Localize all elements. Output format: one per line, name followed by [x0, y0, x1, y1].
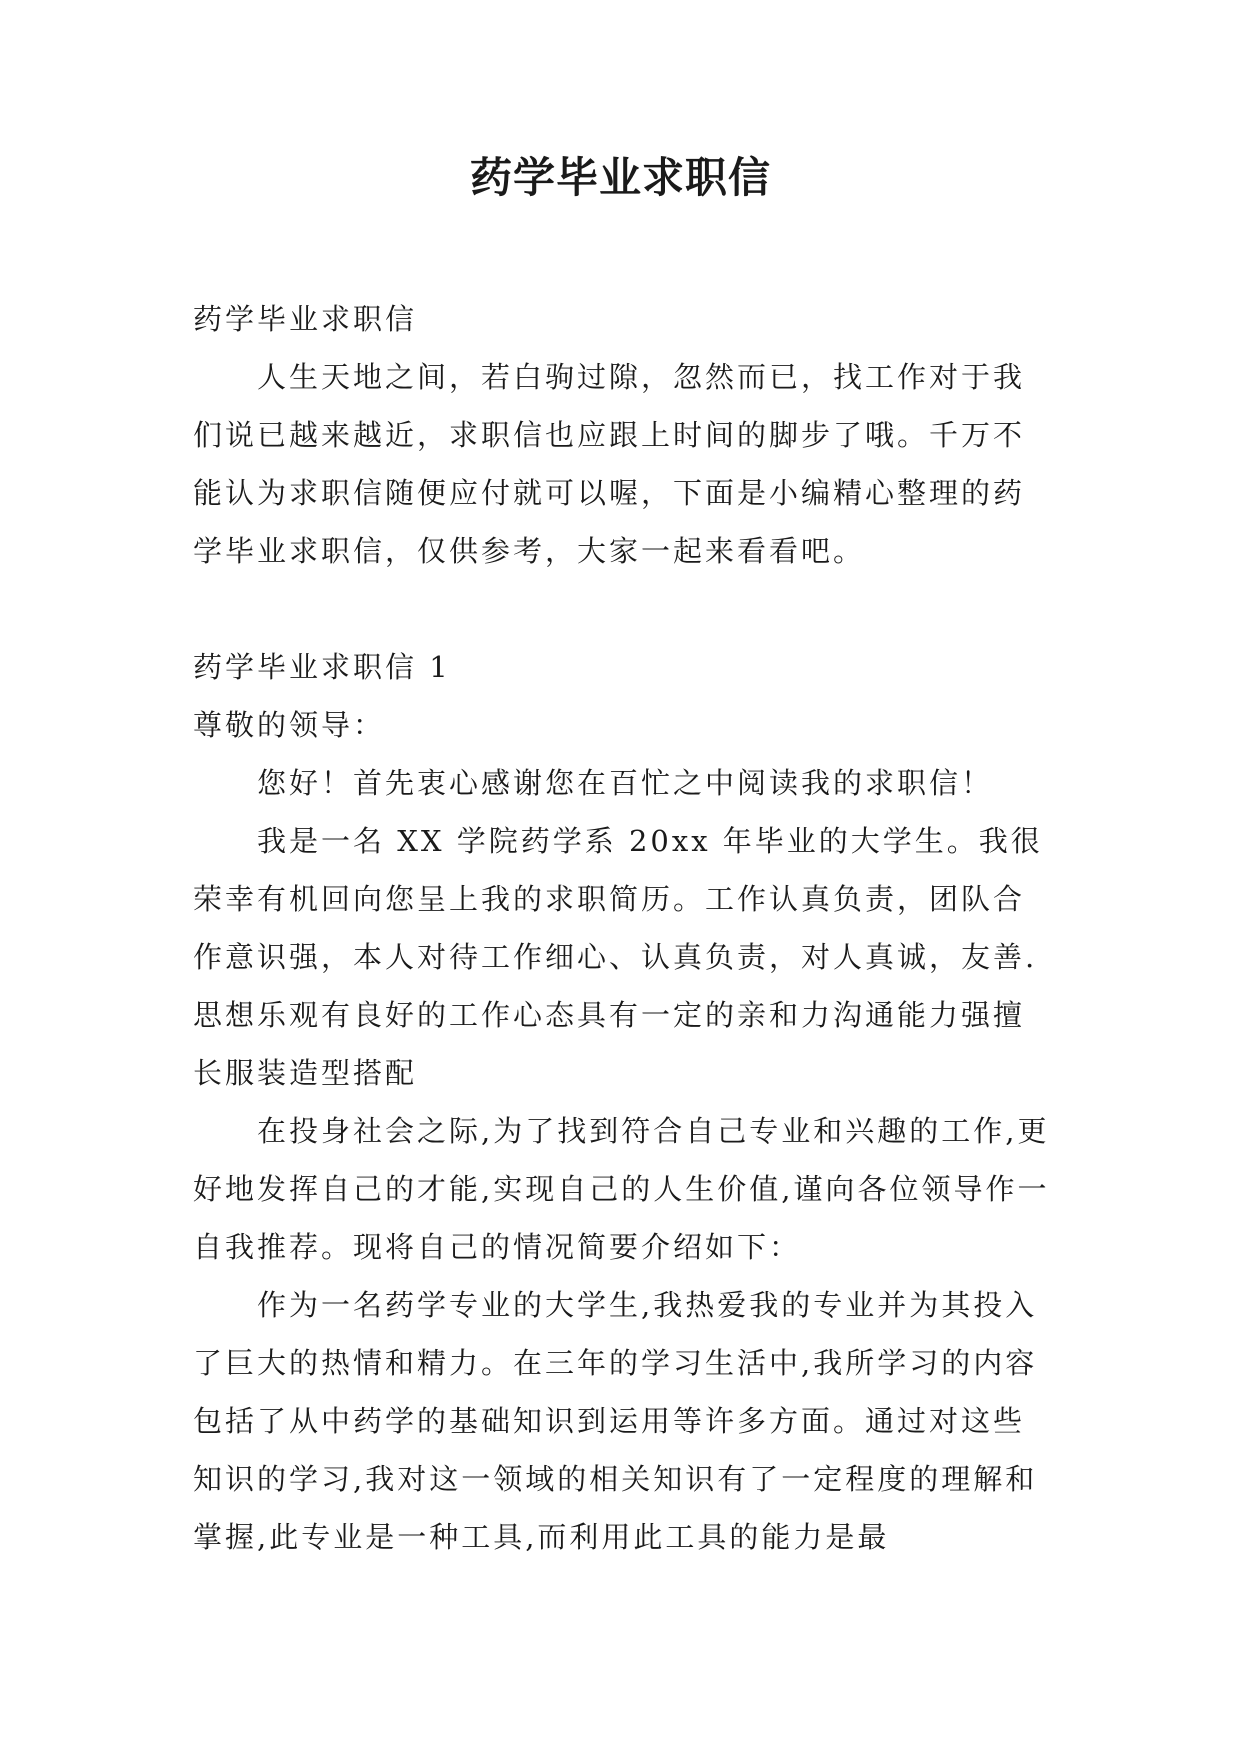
letter-paragraph: 作为一名药学专业的大学生,我热爱我的专业并为其投入了巨大的热情和精力。在三年的学习生活中,我所学习的内容包括了从中药学的基础知识到运用等许多方面。通过对这些知识的学习,我对这一领域的相关知识有了一定程度的理解和掌握,此专业是一种工具,而利用此工具的能力是最: [193, 1288, 1038, 1554]
letter-paragraph: 我是一名 XX 学院药学系 20xx 年毕业的大学生。我很荣幸有机回向您呈上我的求职简历。工作认真负责，团队合作意识强，本人对待工作细心、认真负责，对人真诚，友善.思想乐观有良好的工作心态具有一定的亲和力沟通能力强擅长服装造型搭配: [193, 824, 1043, 1090]
document-title: 药学毕业求职信: [469, 153, 771, 202]
letter-heading: 药学毕业求职信 1: [193, 650, 451, 684]
letter-paragraph: 在投身社会之际,为了找到符合自己专业和兴趣的工作,更好地发挥自己的才能,实现自己的人生价值,谨向各位领导作一自我推荐。现将自己的情况简要介绍如下：: [193, 1114, 1050, 1264]
salutation: 尊敬的领导：: [193, 708, 386, 742]
document-subtitle: 药学毕业求职信: [193, 302, 418, 336]
letter-paragraph: 您好！首先衷心感谢您在百忙之中阅读我的求职信！: [257, 766, 994, 800]
document-body: [193, 290, 1053, 1566]
intro-paragraph: 人生天地之间，若白驹过隙，忽然而已，找工作对于我们说已越来越近，求职信也应跟上时间的脚步了哦。千万不能认为求职信随便应付就可以喔，下面是小编精心整理的药学毕业求职信，仅供参考，大家一起来看看吧。: [193, 360, 1026, 568]
